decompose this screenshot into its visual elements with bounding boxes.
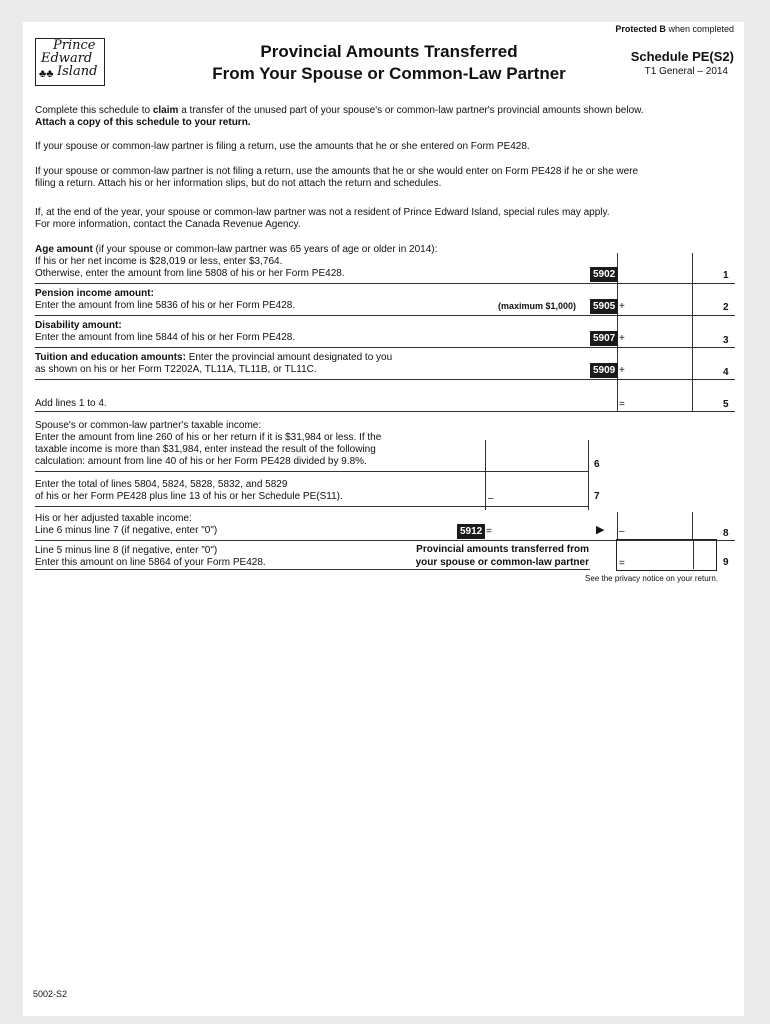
line6-text-d: calculation: amount from line 40 of his or her Form PE428 divided by 9.8%. — [35, 456, 367, 467]
line3-operator: + — [619, 333, 625, 344]
line7-operator: – — [488, 493, 494, 504]
line6-text-b: Enter the amount from line 260 of his or her return if it is $31,984 or less. If the — [35, 432, 382, 443]
line6-amount-field[interactable] — [489, 456, 584, 468]
line2-maximum: (maximum $1,000) — [498, 301, 577, 311]
intro-p4b: For more information, contact the Canada Revenue Agency. — [35, 219, 301, 230]
line2-number: 2 — [723, 302, 729, 313]
line6-number: 6 — [594, 459, 600, 470]
line8-operator: = — [486, 526, 492, 537]
form-number: 5002-S2 — [33, 989, 68, 999]
line1-title: Age amount — [35, 244, 93, 255]
tree-icon: ♣♣ — [39, 68, 54, 80]
page-title — [183, 41, 595, 85]
line1-text-b: If his or her net income is $28,019 or less, enter $3,764. — [35, 256, 283, 267]
line1-rule — [35, 283, 735, 284]
title-line-1: Provincial Amounts Transferred — [260, 42, 518, 61]
title-line-2: From Your Spouse or Common-Law Partner — [212, 64, 566, 83]
intro-p2: If your spouse or common-law partner is filing a return, use the amounts that he or she entered on Form PE428. — [35, 141, 530, 152]
line8-subtract-field[interactable] — [629, 525, 689, 537]
line8-text-b: Line 6 minus line 7 (if negative, enter "0") — [35, 525, 218, 536]
line8-text-a: His or her adjusted taxable income: — [35, 513, 192, 524]
line4-text: as shown on his or her Form T2202A, TL11A, TL11B, or TL11C. — [35, 364, 317, 375]
line9-label-b: your spouse or common-law partner — [415, 557, 589, 568]
protected-note — [615, 24, 734, 35]
line9-label-a: Provincial amounts transferred from — [416, 544, 589, 555]
middle-column-left-rule — [485, 440, 486, 510]
logo-text-1: Prince — [53, 38, 96, 53]
line9-text-b: Enter this amount on line 5864 of your Form PE428. — [35, 557, 266, 568]
line4-number: 4 — [723, 367, 729, 378]
line7-rule — [35, 506, 588, 507]
line5-number: 5 — [723, 399, 729, 410]
intro-p1b: claim — [152, 105, 179, 116]
line4-operator: + — [619, 365, 625, 376]
line2-rule — [35, 315, 735, 316]
line2-amount-field[interactable] — [629, 300, 689, 312]
line3-text: Enter the amount from line 5844 of his or her Form PE428. — [35, 332, 296, 343]
line8-right-rule — [692, 512, 693, 540]
schedule-name: Schedule PE(S2) — [630, 49, 734, 64]
line6-text-c: taxable income is more than $31,984, enter instead the result of the following — [35, 444, 376, 455]
middle-column-right-rule — [588, 440, 589, 510]
line7-text-b: of his or her Form PE428 plus line 13 of his or her Schedule PE(S11). — [35, 491, 343, 502]
pei-logo — [35, 38, 105, 88]
line4-head — [35, 352, 392, 364]
line3-code: 5907 — [590, 331, 618, 346]
line4-rule — [35, 379, 735, 380]
logo-text-3: Island — [57, 64, 98, 79]
amount-column-divider — [692, 253, 693, 411]
line2-operator: + — [619, 301, 625, 312]
line7-amount-field[interactable] — [499, 491, 584, 503]
line1-amount-field[interactable] — [623, 268, 687, 280]
line1-title-rest: (if your spouse or common-law partner was 65 years of age or older in 2014): — [92, 244, 438, 255]
line5-amount-field[interactable] — [629, 397, 689, 409]
line9-text-a: Line 5 minus line 8 (if negative, enter "0") — [35, 545, 218, 556]
line9-number: 9 — [723, 557, 729, 568]
line2-title: Pension income amount: — [35, 288, 154, 299]
line3-rule — [35, 347, 735, 348]
line9-rule — [35, 569, 590, 570]
line7-number: 7 — [594, 491, 600, 502]
line1-number: 1 — [723, 270, 729, 281]
line3-number: 3 — [723, 335, 729, 346]
line2-text: Enter the amount from line 5836 of his or her Form PE428. — [35, 300, 296, 311]
intro-p4a: If, at the end of the year, your spouse or common-law partner was not a resident of Prince Edward Island, special rules may apply. — [35, 207, 610, 218]
line5-rule — [35, 411, 735, 412]
line8-code: 5912 — [457, 524, 485, 539]
intro-p3b: filing a return. Attach his or her information slips, but do not attach the return and schedules. — [35, 178, 442, 189]
line9-operator: = — [619, 558, 625, 569]
protected-label: Protected B — [615, 24, 666, 34]
line8-number: 8 — [723, 528, 729, 539]
protected-suffix: when completed — [668, 24, 734, 34]
line4-amount-field[interactable] — [629, 364, 689, 376]
line4-code: 5909 — [590, 363, 618, 378]
line3-title: Disability amount: — [35, 320, 122, 331]
intro-p3a: If your spouse or common-law partner is not filing a return, use the amounts that he or she would enter on Form PE428 if he or she were — [35, 166, 639, 177]
intro-p1a: Complete this schedule to — [35, 105, 153, 116]
intro-p1 — [35, 105, 644, 117]
arrow-right-icon: ▶ — [596, 524, 605, 536]
line9-box-divider — [693, 540, 694, 569]
line4-title-rest: Enter the provincial amount designated to you — [185, 352, 393, 363]
privacy-notice: See the privacy notice on your return. — [585, 574, 718, 583]
intro-p1c: a transfer of the unused part of your spouse's or common-law partner's provincial amounts shown below. — [178, 105, 644, 116]
line8-left-rule — [617, 512, 618, 540]
intro-attach-note: Attach a copy of this schedule to your return. — [35, 117, 251, 128]
form-year: T1 General – 2014 — [644, 66, 728, 77]
line8-amount-field[interactable] — [497, 525, 587, 537]
logo-text-2: Edward — [41, 51, 93, 66]
line4-title: Tuition and education amounts: — [35, 352, 186, 363]
form-page — [23, 22, 744, 1016]
line3-amount-field[interactable] — [629, 332, 689, 344]
line2-code: 5905 — [590, 299, 618, 314]
line6-text-a: Spouse's or common-law partner's taxable income: — [35, 420, 262, 431]
line9-result-box[interactable] — [616, 539, 717, 571]
line1-code: 5902 — [590, 267, 618, 282]
line5-text: Add lines 1 to 4. — [35, 398, 107, 409]
line6-rule — [35, 471, 588, 472]
line8-subtract-operator: – — [619, 526, 625, 537]
line1-text-c: Otherwise, enter the amount from line 5808 of his or her Form PE428. — [35, 268, 345, 279]
line7-text-a: Enter the total of lines 5804, 5824, 5828, 5832, and 5829 — [35, 479, 288, 490]
line5-operator: = — [619, 399, 625, 410]
line1-head — [35, 244, 437, 256]
